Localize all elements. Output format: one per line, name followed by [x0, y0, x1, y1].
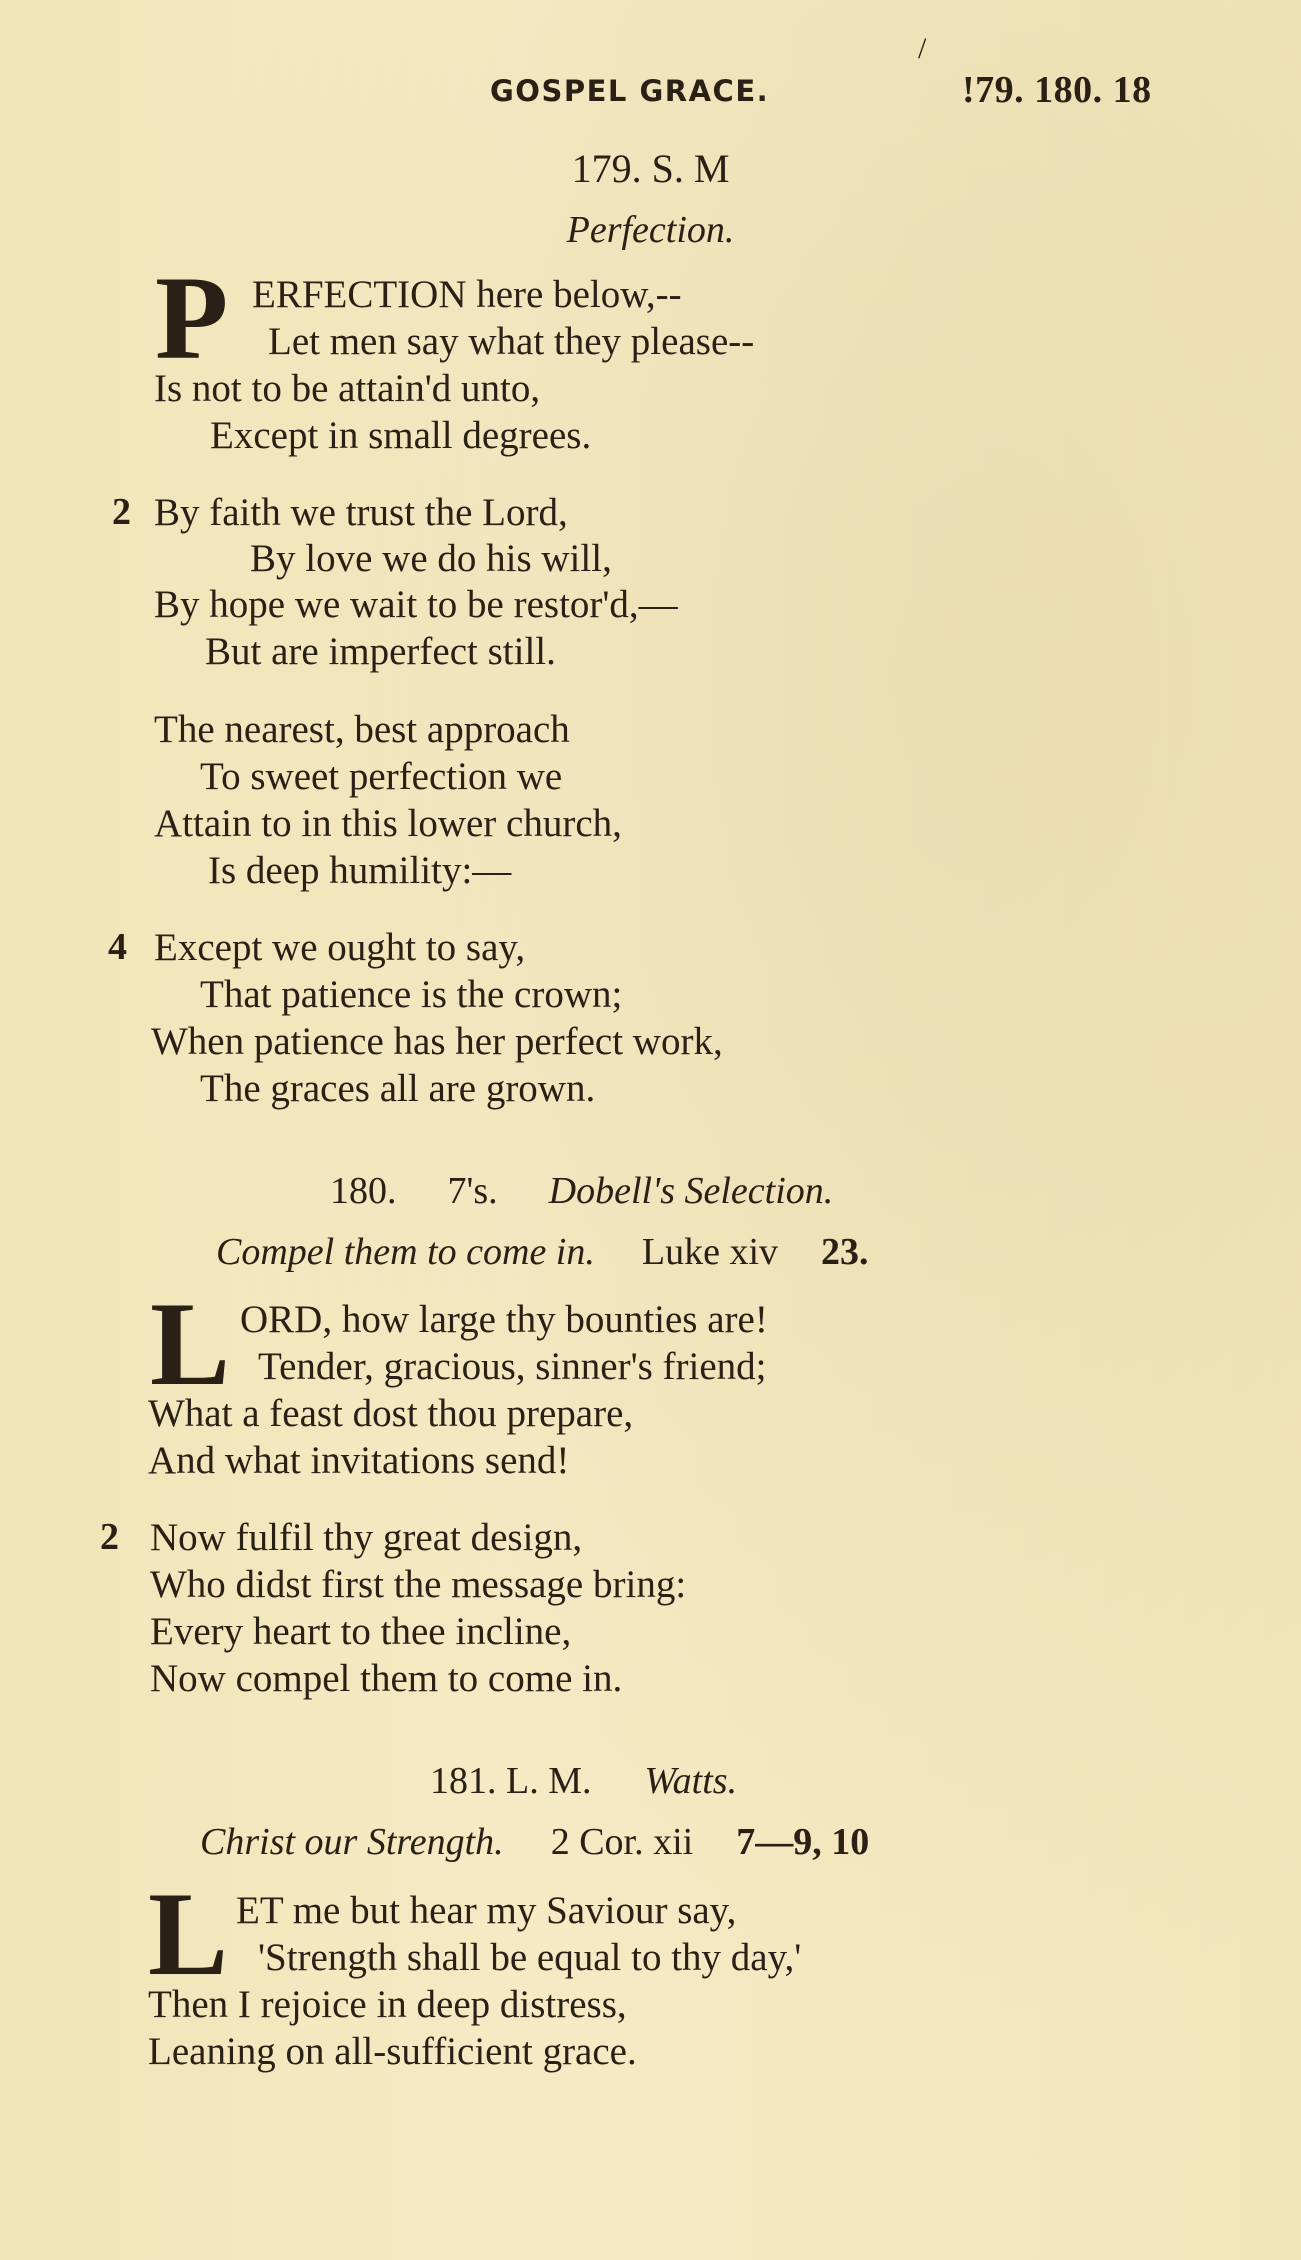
- hymn-181-s1-line-3: Then I rejoice in deep distress,: [148, 1983, 627, 2026]
- hymn-181-s1-line-1: ET me but hear my Saviour say,: [236, 1889, 737, 1932]
- hymn-180-subject: Compel them to come in.: [216, 1231, 595, 1273]
- hymn-180-s2-line-2: Who didst first the message bring:: [150, 1563, 687, 1606]
- hymn-179-stanza-2-number: 2: [112, 491, 131, 533]
- hymn-179-s1-line-2: Let men say what they please--: [268, 320, 755, 363]
- hymn-179-s2-line-3: By hope we wait to be restor'd,—: [154, 583, 678, 626]
- hymn-180-s1-line-2: Tender, gracious, sinner's friend;: [258, 1345, 767, 1388]
- hymn-181-author: Watts.: [644, 1760, 738, 1802]
- hymn-180-s2-line-1: Now fulfil thy great design,: [150, 1516, 583, 1559]
- hymn-179-s2-line-1: By faith we trust the Lord,: [154, 491, 568, 534]
- hymn-179-s3-line-4: Is deep humility:—: [208, 849, 512, 892]
- hymn-180-s1-line-1: ORD, how large thy bounties are!: [240, 1298, 768, 1341]
- hymn-179-s4-line-1: Except we ought to say,: [154, 926, 526, 969]
- hymn-179-s4-line-2: That patience is the crown;: [200, 973, 623, 1016]
- hymn-179-s4-line-3: When patience has her perfect work,: [151, 1020, 723, 1063]
- hymn-179-heading: 179. S. M: [571, 146, 730, 191]
- hymn-179-s3-line-3: Attain to in this lower church,: [154, 802, 622, 845]
- stray-mark: /: [918, 32, 927, 65]
- hymn-179-s1-line-4: Except in small degrees.: [210, 414, 592, 457]
- hymn-181-number-meter: 181. L. M.: [430, 1760, 592, 1802]
- hymn-180-s1-line-3: What a feast dost thou prepare,: [148, 1392, 634, 1435]
- hymn-179-s3-line-1: The nearest, best approach: [154, 708, 570, 751]
- hymn-181-heading: [430, 1762, 737, 1800]
- hymn-179-s1-line-1: ERFECTION here below,--: [252, 273, 682, 316]
- hymn-179-s3-line-2: To sweet perfection we: [200, 755, 563, 798]
- hymn-180-dropcap: L: [150, 1277, 231, 1410]
- hymn-181-s1-line-4: Leaning on all-sufficient grace.: [148, 2030, 637, 2073]
- hymn-180-stanza-2-number: 2: [100, 1516, 119, 1558]
- hymn-181-reference: 2 Cor. xii: [550, 1821, 694, 1863]
- hymn-180-verse: 23.: [821, 1231, 869, 1273]
- hymn-180-s1-line-4: And what invitations send!: [148, 1439, 570, 1482]
- hymn-179-s1-line-3: Is not to be attain'd unto,: [154, 367, 541, 410]
- hymn-180-number: 180.: [330, 1170, 397, 1212]
- hymn-180-source: Dobell's Selection.: [548, 1170, 834, 1212]
- hymn-180-heading: [330, 1172, 833, 1210]
- hymn-numbers-and-page: !79. 180. 18: [962, 69, 1152, 111]
- hymn-180-s2-line-3: Every heart to thee incline,: [150, 1610, 572, 1653]
- hymn-179-subject: Perfection.: [566, 209, 735, 251]
- running-title: GOSPEL GRACE.: [490, 74, 770, 108]
- hymn-181-s1-line-2: 'Strength shall be equal to thy day,': [258, 1936, 802, 1979]
- hymn-179-s4-line-4: The graces all are grown.: [200, 1067, 596, 1110]
- hymn-181-dropcap: L: [148, 1867, 229, 2000]
- hymn-179-s2-line-4: But are imperfect still.: [205, 630, 556, 673]
- hymn-181-verses: 7—9, 10: [736, 1821, 870, 1863]
- hymn-181-subject: Christ our Strength.: [200, 1821, 504, 1863]
- hymn-180-s2-line-4: Now compel them to come in.: [150, 1657, 623, 1700]
- hymn-179-stanza-4-number: 4: [108, 926, 127, 968]
- hymn-180-subject-line: [216, 1233, 869, 1271]
- page-header: [0, 32, 1301, 124]
- hymn-179-s2-line-2: By love we do his will,: [250, 537, 612, 580]
- hymn-180-reference: Luke xiv: [641, 1231, 779, 1273]
- hymn-180-meter: 7's.: [447, 1170, 498, 1212]
- hymn-181-subject-line: [200, 1823, 869, 1861]
- hymn-179-dropcap: P: [155, 251, 229, 384]
